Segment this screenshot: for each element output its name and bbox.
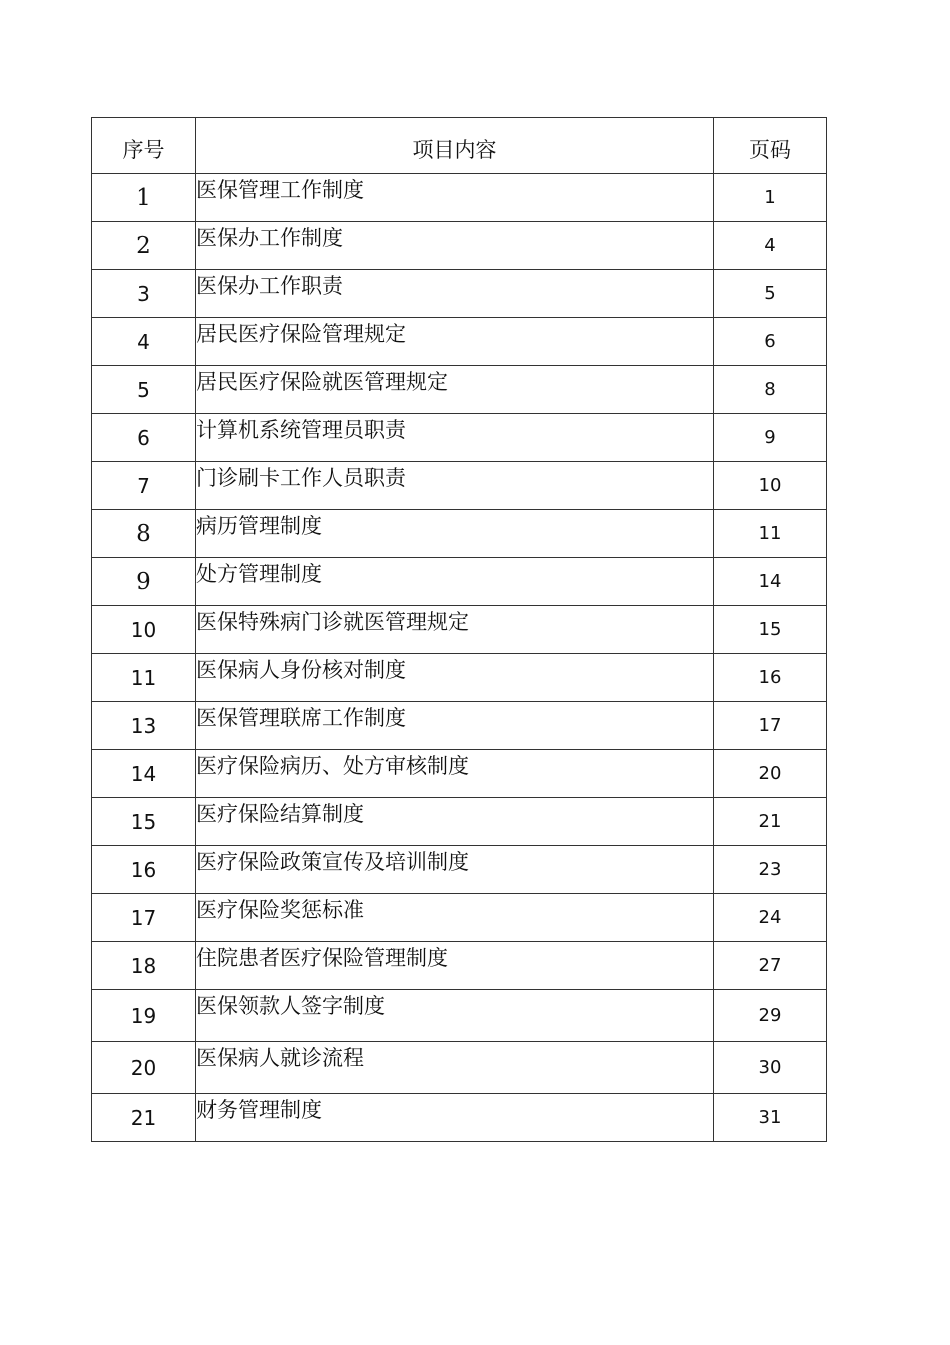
row-serial-number: 15 (92, 798, 196, 846)
table-row (92, 222, 827, 270)
row-item-title: 医保领款人签字制度 (196, 990, 714, 1042)
row-item-title: 医保病人身份核对制度 (196, 654, 714, 702)
header-serial-number: 序号 (92, 118, 196, 174)
row-page-number: 17 (714, 702, 827, 750)
table-row (92, 174, 827, 222)
row-page-number: 14 (714, 558, 827, 606)
table-row (92, 702, 827, 750)
table-row (92, 750, 827, 798)
header-row (92, 118, 827, 174)
row-item-title: 病历管理制度 (196, 510, 714, 558)
row-item-title: 居民医疗保险管理规定 (196, 318, 714, 366)
row-page-number: 29 (714, 990, 827, 1042)
row-item-title: 医保管理联席工作制度 (196, 702, 714, 750)
row-item-title: 医保病人就诊流程 (196, 1042, 714, 1094)
row-item-title: 医疗保险奖惩标准 (196, 894, 714, 942)
row-item-title: 计算机系统管理员职责 (196, 414, 714, 462)
table-row (92, 270, 827, 318)
row-page-number: 24 (714, 894, 827, 942)
table-row (92, 990, 827, 1042)
row-item-title: 财务管理制度 (196, 1094, 714, 1142)
row-page-number: 10 (714, 462, 827, 510)
row-page-number: 5 (714, 270, 827, 318)
table-row (92, 798, 827, 846)
row-serial-number: 17 (92, 894, 196, 942)
row-page-number: 31 (714, 1094, 827, 1142)
row-serial-number: 10 (92, 606, 196, 654)
row-item-title: 处方管理制度 (196, 558, 714, 606)
row-page-number: 16 (714, 654, 827, 702)
table-row (92, 318, 827, 366)
row-page-number: 8 (714, 366, 827, 414)
row-serial-number: 4 (92, 318, 196, 366)
row-serial-number: 18 (92, 942, 196, 990)
row-serial-number: 3 (92, 270, 196, 318)
row-serial-number: 1 (92, 174, 196, 222)
table-row (92, 462, 827, 510)
table-row (92, 1094, 827, 1142)
row-page-number: 30 (714, 1042, 827, 1094)
row-item-title: 医疗保险政策宣传及培训制度 (196, 846, 714, 894)
row-item-title: 医保管理工作制度 (196, 174, 714, 222)
row-item-title: 医保办工作制度 (196, 222, 714, 270)
row-page-number: 21 (714, 798, 827, 846)
row-page-number: 27 (714, 942, 827, 990)
row-serial-number: 5 (92, 366, 196, 414)
row-serial-number: 21 (92, 1094, 196, 1142)
table-row (92, 558, 827, 606)
row-serial-number: 13 (92, 702, 196, 750)
row-page-number: 9 (714, 414, 827, 462)
row-page-number: 4 (714, 222, 827, 270)
row-serial-number: 11 (92, 654, 196, 702)
row-page-number: 6 (714, 318, 827, 366)
row-item-title: 门诊刷卡工作人员职责 (196, 462, 714, 510)
table-row (92, 894, 827, 942)
row-page-number: 23 (714, 846, 827, 894)
table-of-contents (91, 117, 827, 1142)
row-page-number: 15 (714, 606, 827, 654)
table-row (92, 654, 827, 702)
table-row (92, 366, 827, 414)
row-serial-number: 6 (92, 414, 196, 462)
table-row (92, 846, 827, 894)
row-item-title: 医保特殊病门诊就医管理规定 (196, 606, 714, 654)
row-serial-number: 2 (92, 222, 196, 270)
header-item-content: 项目内容 (196, 118, 714, 174)
row-item-title: 居民医疗保险就医管理规定 (196, 366, 714, 414)
header-page-number: 页码 (714, 118, 827, 174)
row-item-title: 医保办工作职责 (196, 270, 714, 318)
row-page-number: 20 (714, 750, 827, 798)
table-row (92, 1042, 827, 1094)
row-item-title: 住院患者医疗保险管理制度 (196, 942, 714, 990)
row-item-title: 医疗保险病历、处方审核制度 (196, 750, 714, 798)
row-serial-number: 14 (92, 750, 196, 798)
row-page-number: 11 (714, 510, 827, 558)
row-page-number: 1 (714, 174, 827, 222)
table-row (92, 606, 827, 654)
table-row (92, 414, 827, 462)
row-serial-number: 16 (92, 846, 196, 894)
row-serial-number: 8 (92, 510, 196, 558)
row-serial-number: 19 (92, 990, 196, 1042)
table-row (92, 942, 827, 990)
row-item-title: 医疗保险结算制度 (196, 798, 714, 846)
row-serial-number: 20 (92, 1042, 196, 1094)
row-serial-number: 7 (92, 462, 196, 510)
table-row (92, 510, 827, 558)
row-serial-number: 9 (92, 558, 196, 606)
